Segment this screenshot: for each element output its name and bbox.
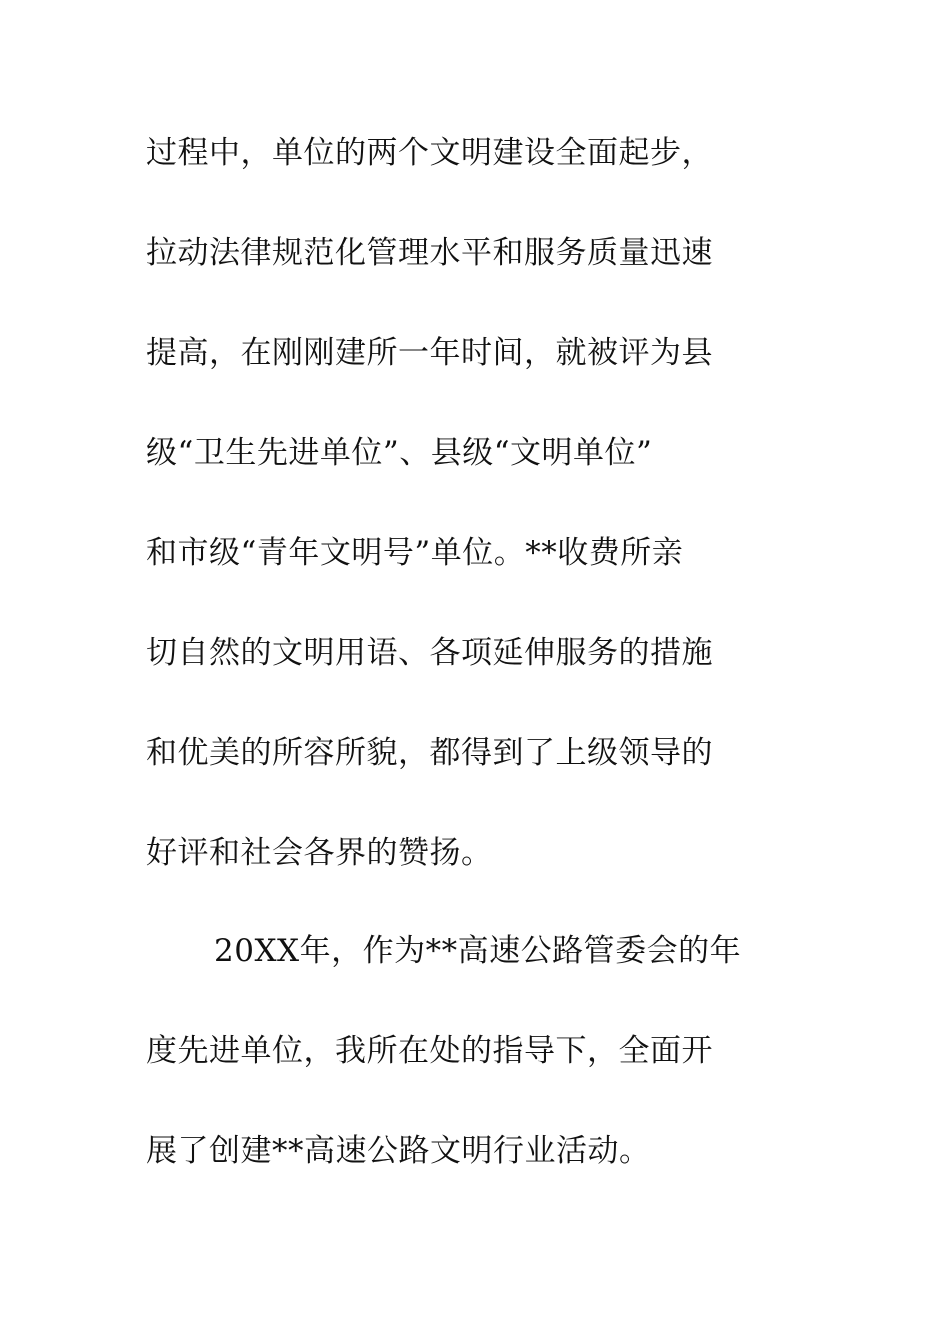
paragraph-line: 20XX年，作为**高速公路管委会的年 [214, 933, 742, 969]
paragraph-line: 拉动法律规范化管理水平和服务质量迅速 [146, 235, 713, 271]
paragraph-line: 度先进单位，我所在处的指导下，全面开 [146, 1033, 713, 1069]
paragraph-line: 级“卫生先进单位”、县级“文明单位” [146, 435, 653, 471]
paragraph-line: 切自然的文明用语、各项延伸服务的措施 [146, 635, 713, 671]
paragraph-line: 和优美的所容所貌，都得到了上级领导的 [146, 735, 713, 771]
paragraph-line: 过程中，单位的两个文明建设全面起步， [146, 135, 713, 171]
paragraph-line: 好评和社会各界的赞扬。 [146, 835, 493, 871]
paragraph-line: 展了创建**高速公路文明行业活动。 [146, 1133, 651, 1169]
paragraph-line: 提高，在刚刚建所一年时间，就被评为县 [146, 335, 713, 371]
paragraph-line: 和市级“青年文明号”单位。**收费所亲 [146, 535, 684, 571]
